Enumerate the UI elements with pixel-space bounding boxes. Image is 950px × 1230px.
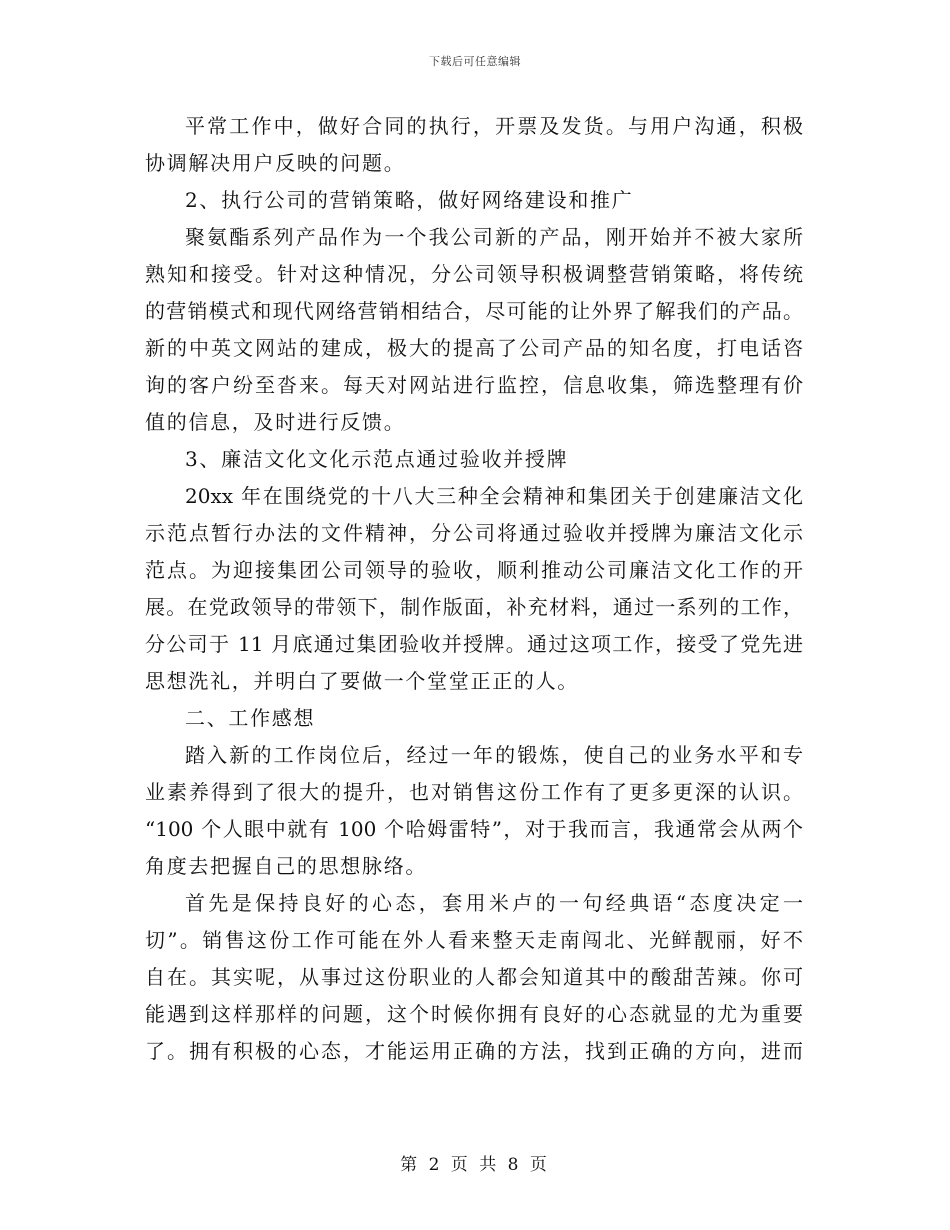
section-heading xyxy=(145,441,803,478)
section-heading-text: 2、执行公司的营销策略，做好网络建设和推广 xyxy=(185,188,634,212)
page-header-note: 下载后可任意编辑 xyxy=(429,55,521,68)
text-line: 首先是保持良好的心态，套用米卢的一句经典语“态度决定一 xyxy=(185,891,803,915)
text-line: 分公司于 11 月底通过集团验收并授牌。通过这项工作，接受了党先进 xyxy=(145,632,803,656)
text-line: 的营销模式和现代网络营销相结合，尽可能的让外界了解我们的产品。 xyxy=(145,299,803,323)
text-line: 业素养得到了很大的提升，也对销售这份工作有了更多更深的认识。 xyxy=(145,780,803,804)
text-line: 询的客户纷至沓来。每天对网站进行监控，信息收集，筛选整理有价 xyxy=(145,373,803,397)
text-line: 切”。销售这份工作可能在外人看来整天走南闯北、光鲜靓丽，好不 xyxy=(145,928,803,952)
paragraph xyxy=(145,478,803,700)
paragraph xyxy=(145,108,803,182)
document-body xyxy=(145,108,803,1070)
text-line: 平常工作中，做好合同的执行，开票及发货。与用户沟通，积极 xyxy=(185,114,803,138)
text-line: 范点。为迎接集团公司领导的验收，顺利推动公司廉洁文化工作的开 xyxy=(145,558,803,582)
text-line: 踏入新的工作岗位后，经过一年的锻炼，使自己的业务水平和专 xyxy=(185,743,803,767)
text-line: 思想洗礼，并明白了要做一个堂堂正正的人。 xyxy=(145,669,579,693)
section-heading xyxy=(145,700,803,737)
text-line: “100 个人眼中就有 100 个哈姆雷特”，对于我而言，我通常会从两个 xyxy=(145,817,803,841)
text-line: 20xx 年在围绕党的十八大三种全会精神和集团关于创建廉洁文化 xyxy=(185,484,803,508)
text-line: 聚氨酯系列产品作为一个我公司新的产品，刚开始并不被大家所 xyxy=(185,225,803,249)
paragraph xyxy=(145,219,803,441)
text-line: 了。拥有积极的心态，才能运用正确的方法，找到正确的方向，进而 xyxy=(145,1039,803,1063)
paragraph xyxy=(145,737,803,885)
page-number: 第 2 页 共 8 页 xyxy=(400,1155,550,1175)
text-line: 能遇到这样那样的问题，这个时候你拥有良好的心态就显的尤为重要 xyxy=(145,1002,803,1026)
text-line: 协调解决用户反映的问题。 xyxy=(145,151,406,175)
section-heading xyxy=(145,182,803,219)
paragraph xyxy=(145,885,803,1070)
text-line: 值的信息，及时进行反馈。 xyxy=(145,410,406,434)
text-line: 示范点暂行办法的文件精神，分公司将通过验收并授牌为廉洁文化示 xyxy=(145,521,803,545)
section-heading-text: 二、工作感想 xyxy=(185,706,316,730)
text-line: 熟知和接受。针对这种情况，分公司领导积极调整营销策略，将传统 xyxy=(145,262,803,286)
text-line: 自在。其实呢，从事过这份职业的人都会知道其中的酸甜苦辣。你可 xyxy=(145,965,803,989)
text-line: 新的中英文网站的建成，极大的提高了公司产品的知名度，打电话咨 xyxy=(145,336,803,360)
text-line: 展。在党政领导的带领下，制作版面，补充材料，通过一系列的工作， xyxy=(145,595,803,619)
section-heading-text: 3、廉洁文化文化示范点通过验收并授牌 xyxy=(185,447,569,471)
text-line: 角度去把握自己的思想脉络。 xyxy=(145,854,428,878)
